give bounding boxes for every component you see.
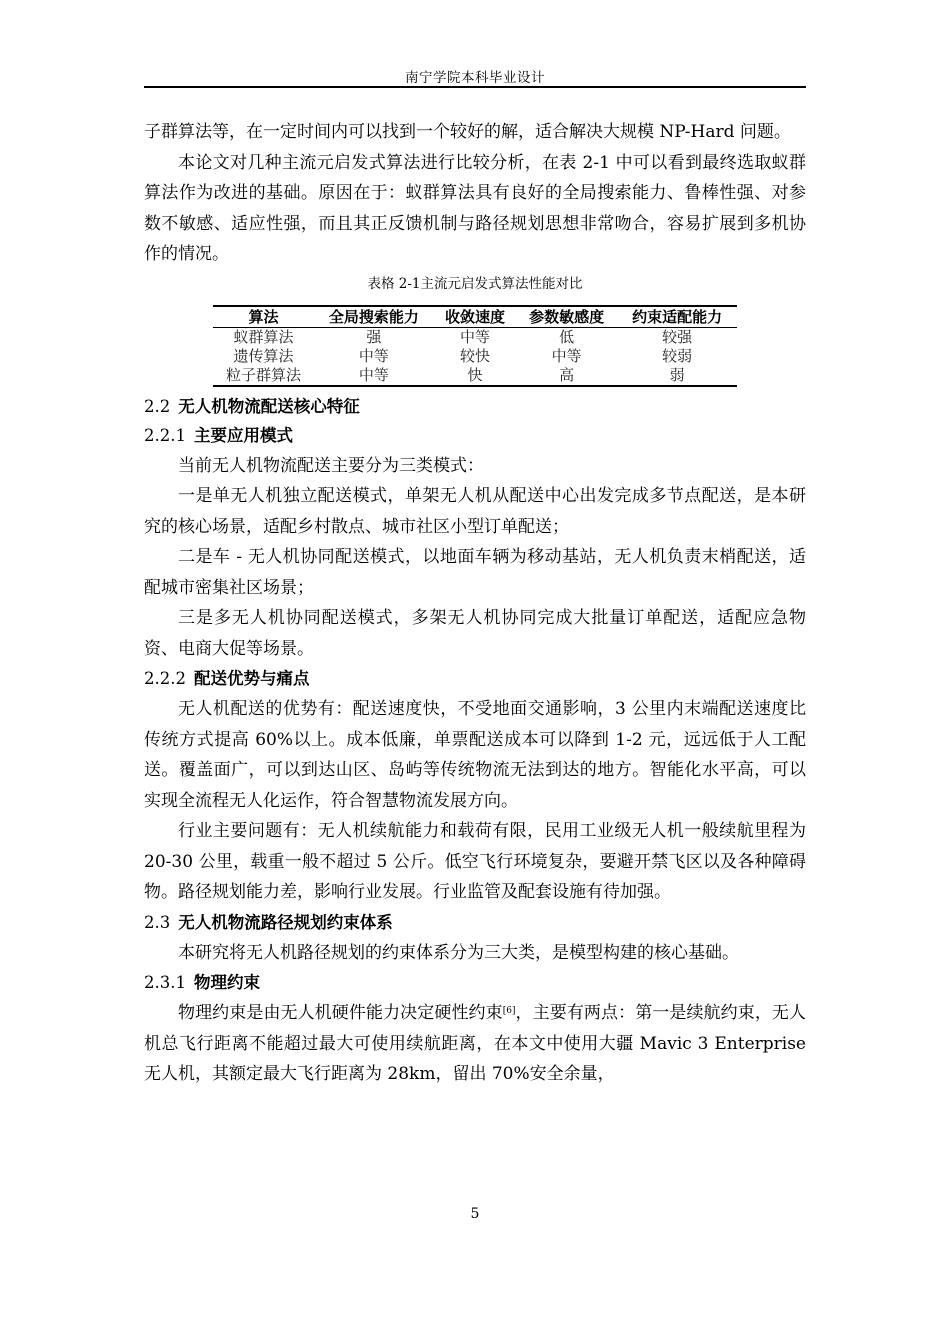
subsection-title: 配送优势与痛点 <box>193 669 310 688</box>
paragraph: 行业主要问题有：无人机续航能力和载荷有限，民用工业级无人机一般续航里程为 20-30 公里，载重一般不超过 5 公斤。低空飞行环境复杂，要避开禁飞区以及各种障碍物。路径规划能力差，影响行业发展。行业监管及配套设施有待加强。 <box>144 821 806 902</box>
paragraph: 二是车 - 无人机协同配送模式，以地面车辆为移动基站，无人机负责末梢配送，适配城市密集社区场景； <box>144 547 806 598</box>
table-cell: 蚁群算法 <box>233 327 294 346</box>
section-number: 2.2 <box>144 396 171 416</box>
table-cell: 粒子群算法 <box>213 366 314 386</box>
paragraph <box>144 998 806 1090</box>
section-heading <box>144 908 806 938</box>
table-caption: 表格 2-1主流元启发式算法性能对比 <box>367 275 583 292</box>
paragraph: 无人机配送的优势有：配送速度快，不受地面交通影响，3 公里内末端配送速度比传统方式提高 60%以上。成本低廉，单票配送成本可以降到 1-2 元，远远低于人工配送。覆盖面广，可以到达山区、岛屿等传统物流无法到达的地方。智能化水平高，可以实现全流程无人化运作，符合智慧物流发展方向。 <box>144 699 806 811</box>
subsection-number: 2.3.1 <box>144 973 186 992</box>
table-header-cell: 约束适配能力 <box>617 306 737 328</box>
table-cell: 较弱 <box>662 346 693 365</box>
subsection-title: 物理约束 <box>193 973 260 992</box>
subsection-number: 2.2.2 <box>144 669 186 688</box>
table-header-cell: 全局搜索能力 <box>314 306 434 328</box>
table-header-cell: 算法 <box>213 306 314 328</box>
table-header-cell: 参数敏感度 <box>516 306 617 328</box>
table-cell: 强 <box>366 327 382 346</box>
table-cell: 快 <box>434 366 516 386</box>
table-cell: 高 <box>516 366 617 386</box>
table-row <box>213 327 737 347</box>
section-number: 2.3 <box>144 912 171 932</box>
table-cell: 遗传算法 <box>233 346 294 365</box>
subsection-title: 主要应用模式 <box>193 425 293 445</box>
table-cell: 中等 <box>314 366 434 386</box>
table-cell: 低 <box>559 327 575 346</box>
paragraph: 本论文对几种主流元启发式算法进行比较分析，在表 2-1 中可以看到最终选取蚁群算法作为改进的基础。原因在于：蚁群算法具有良好的全局搜索能力、鲁棒性强、对参数不敏感、适应性强，而且其正反馈机制与路径规划思想非常吻合，容易扩展到多机协作的情况。 <box>144 152 806 264</box>
paragraph: 子群算法等，在一定时间内可以找到一个较好的解，适合解决大规模 NP-Hard 问题。 <box>144 122 791 142</box>
table-header-row <box>213 306 737 328</box>
table-cell: 中等 <box>358 346 389 365</box>
table-cell: 弱 <box>617 366 737 386</box>
subsection-heading <box>144 421 806 451</box>
table-cell: 较快 <box>459 346 490 365</box>
paragraph: 当前无人机物流配送主要分为三类模式： <box>178 455 484 476</box>
subsection-heading <box>144 664 806 694</box>
table-row <box>213 366 737 386</box>
comparison-table <box>213 305 737 387</box>
table-cell: 中等 <box>459 327 490 346</box>
table-row <box>213 347 737 366</box>
section-heading <box>144 393 806 421</box>
document-body <box>144 117 806 1090</box>
page-number: 5 <box>470 1206 480 1222</box>
paragraph: 三是多无人机协同配送模式，多架无人机协同完成大批量订单配送，适配应急物资、电商大促等场景。 <box>144 608 806 659</box>
header-rule <box>144 86 806 88</box>
table-cell: 较强 <box>662 327 693 346</box>
table-cell: 中等 <box>551 346 582 365</box>
paragraph-text: ，主要有两点：第一是续航约束，无人机总飞行距离不能超过最大可使用续航距离，在本文中使用大疆 Mavic 3 Enterprise 无人机，其额定最大飞行距离为 28km，留出 70%安全余量， <box>144 1003 807 1084</box>
citation-reference[interactable]: [6] <box>502 1006 516 1016</box>
paragraph-text: 物理约束是由无人机硬件能力决定硬性约束 <box>178 1003 503 1023</box>
section-title: 无人机物流路径规划约束体系 <box>178 912 393 932</box>
subsection-heading <box>144 968 806 998</box>
paragraph: 本研究将无人机路径规划的约束体系分为三大类，是模型构建的核心基础。 <box>178 942 739 963</box>
paragraph: 一是单无人机独立配送模式，单架无人机从配送中心出发完成多节点配送，是本研究的核心场景，适配乡村散点、城市社区小型订单配送； <box>144 486 806 537</box>
subsection-number: 2.2.1 <box>144 425 186 445</box>
table-header-cell: 收敛速度 <box>434 306 516 328</box>
page-header: 南宁学院本科毕业设计 <box>405 70 545 86</box>
section-title: 无人机物流配送核心特征 <box>178 396 360 416</box>
